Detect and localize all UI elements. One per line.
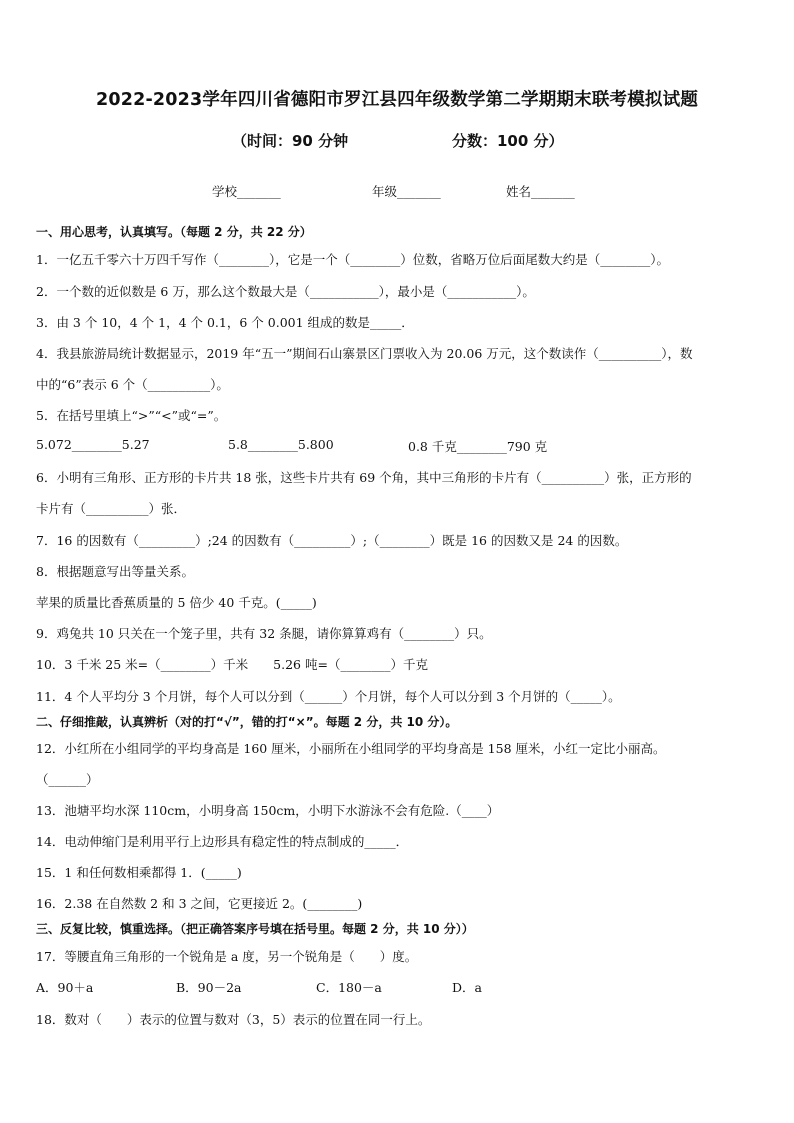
question-6-cont: 卡片有（__________）张． — [36, 501, 187, 516]
question-9: 9．鸡兔共 10 只关在一个笼子里，共有 32 条腿，请你算算鸡有（________）只。 — [36, 626, 492, 641]
q17-option-b: B．90－2a — [176, 980, 242, 995]
question-10: 10．3 千米 25 米=（________）千米 5.26 吨=（________）千克 — [36, 657, 428, 672]
question-3: 3．由 3 个 10，4 个 1，4 个 0.1，6 个 0.001 组成的数是_____． — [36, 315, 414, 330]
question-8: 8．根据题意写出等量关系。 — [36, 564, 194, 579]
q17-option-c: C．180－a — [316, 980, 382, 995]
question-7: 7．16 的因数有（_________）;24 的因数有（_________）;（________）既是 16 的因数又是 24 的因数。 — [36, 533, 628, 548]
q17-option-a: A．90＋a — [36, 980, 94, 995]
grade-field[interactable]: 年级_______ — [372, 184, 441, 199]
q5-item-1: 5.072________5.27 — [36, 437, 150, 452]
question-18: 18．数对（ ）表示的位置与数对（3，5）表示的位置在同一行上。 — [36, 1012, 431, 1027]
question-4: 4．我县旅游局统计数据显示，2019 年“五一”期间石山寨景区门票收入为 20.06 万元，这个数读作（__________），数 — [36, 346, 693, 361]
question-1: 1．一亿五千零六十万四千写作（________），它是一个（________）位数，省略万位后面尾数大约是（________）。 — [36, 252, 669, 267]
exam-score: 分数：100 分） — [452, 132, 564, 150]
question-12: 12．小红所在小组同学的平均身高是 160 厘米，小丽所在小组同学的平均身高是 158 厘米，小红一定比小丽高。 — [36, 741, 666, 756]
question-4-cont: 中的“6”表示 6 个（__________）。 — [36, 377, 229, 392]
question-12-cont: （______） — [36, 772, 99, 787]
name-field[interactable]: 姓名_______ — [506, 184, 575, 199]
section-3-heading: 三、反复比较，慎重选择。（把正确答案序号填在括号里。每题 2 分，共 10 分）） — [36, 922, 474, 936]
school-field[interactable]: 学校_______ — [212, 184, 281, 199]
q5-item-3: 0.8 千克________790 克 — [408, 439, 548, 454]
question-16: 16．2.38 在自然数 2 和 3 之间，它更接近 2。(________) — [36, 896, 363, 911]
section-2-heading: 二、仔细推敲，认真辨析（对的打“√”，错的打“×”。每题 2 分，共 10 分）。 — [36, 715, 458, 729]
page-title: 2022-2023学年四川省德阳市罗江县四年级数学第二学期期末联考模拟试题 — [95, 90, 699, 110]
question-11: 11．4 个人平均分 3 个月饼，每个人可以分到（______）个月饼，每个人可以分到 3 个月饼的（_____）。 — [36, 689, 621, 704]
question-8-cont: 苹果的质量比香蕉质量的 5 倍少 40 千克。(_____) — [36, 595, 317, 610]
question-13: 13．池塘平均水深 110cm，小明身高 150cm，小明下水游泳不会有危险.（____） — [36, 803, 500, 818]
section-1-heading: 一、用心思考，认真填写。（每题 2 分，共 22 分） — [36, 225, 312, 239]
q17-option-d: D．a — [452, 980, 482, 995]
question-6: 6．小明有三角形、正方形的卡片共 18 张，这些卡片共有 69 个角，其中三角形的卡片有（__________）张，正方形的 — [36, 470, 692, 485]
question-17: 17．等腰直角三角形的一个锐角是 a 度，另一个锐角是（ ）度。 — [36, 949, 418, 964]
q5-item-2: 5.8________5.800 — [228, 437, 334, 452]
question-2: 2．一个数的近似数是 6 万，那么这个数最大是（___________），最小是（___________）。 — [36, 284, 535, 299]
question-15: 15．1 和任何数相乘都得 1．(_____) — [36, 865, 242, 880]
question-14: 14．电动伸缩门是利用平行上边形具有稳定性的特点制成的_____． — [36, 834, 409, 849]
question-5: 5．在括号里填上“>”“<”或“=”。 — [36, 408, 227, 423]
exam-time: （时间：90 分钟 — [232, 132, 349, 150]
